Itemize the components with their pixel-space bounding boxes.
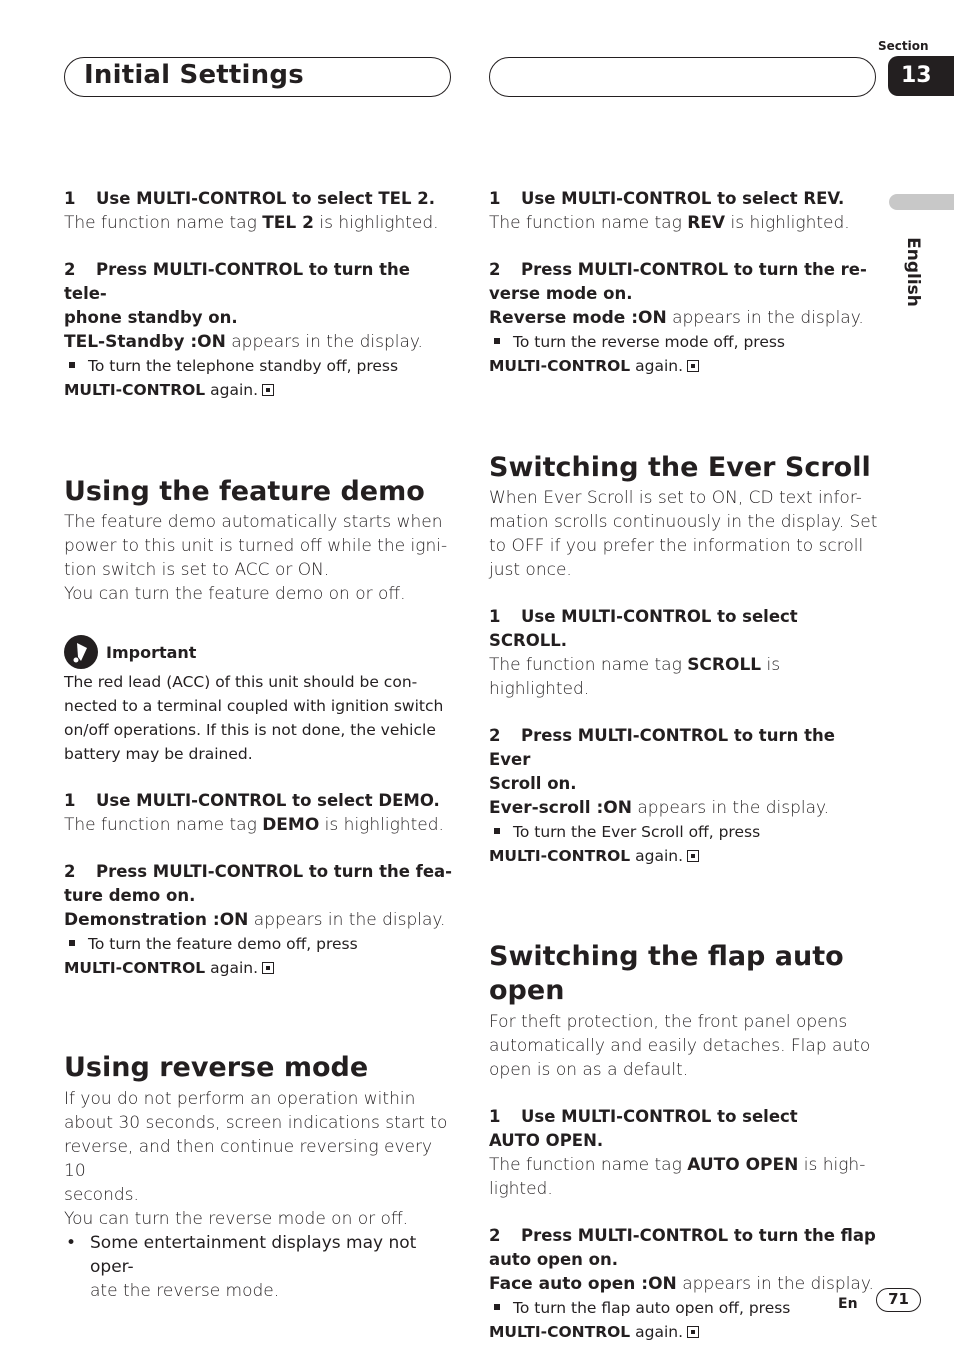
paragraph-line: If you do not perform an operation within (64, 1089, 416, 1109)
rev-note-cont: MULTI-CONTROL again. (489, 354, 881, 378)
paragraph-line: You can turn the reverse mode on or off. (64, 1209, 409, 1229)
demo-paragraph (64, 510, 456, 606)
paragraph-line: You can turn the feature demo on or off. (64, 584, 406, 604)
scroll-step-2-cont: Scroll on. (489, 774, 577, 793)
end-mark-icon (687, 850, 699, 862)
flap-step-1-cont: AUTO OPEN. (489, 1131, 604, 1150)
note-bullet-icon (494, 1304, 500, 1310)
section-number-badge: 13 (888, 56, 954, 96)
right-column (489, 187, 881, 1344)
end-mark-icon (262, 962, 274, 974)
flap-step-2-cont: auto open on. (489, 1250, 619, 1269)
page-number: 71 (876, 1288, 921, 1312)
page-title: Initial Settings (84, 60, 304, 90)
reverse-heading: Using reverse mode (64, 1052, 369, 1083)
scroll-step-2-display: Ever-scroll :ON appears in the display. (489, 798, 830, 818)
important-callout (64, 635, 456, 669)
tel-step-2-cont: phone standby on. (64, 308, 238, 327)
paragraph-line: automatically and easily detaches. Flap auto (489, 1036, 871, 1056)
scroll-step-2: 2 Press MULTI-CONTROL to turn the Ever (489, 726, 835, 769)
tel-step-2: 2 Press MULTI-CONTROL to turn the tele- (64, 260, 410, 303)
paragraph-line: seconds. (64, 1185, 139, 1205)
important-line: on/off operations. If this is not done, the vehicle (64, 721, 436, 739)
note-bullet-icon (494, 828, 500, 834)
rev-note: To turn the reverse mode off, press (489, 330, 881, 354)
scroll-paragraph (489, 486, 881, 582)
note-bullet-icon (494, 338, 500, 344)
tel-note-cont: MULTI-CONTROL again. (64, 378, 456, 402)
demo-note-cont: MULTI-CONTROL again. (64, 956, 456, 980)
tel-step-1-body: The function name tag TEL 2 is highlighted. (64, 213, 439, 233)
important-line: battery may be drained. (64, 745, 253, 763)
flap-paragraph (489, 1010, 881, 1082)
flap-step-1-body-cont: lighted. (489, 1179, 553, 1199)
scroll-heading: Switching the Ever Scroll (489, 452, 871, 483)
note-bullet-icon (69, 940, 75, 946)
reverse-paragraph (64, 1087, 456, 1231)
rev-step-1-body: The function name tag REV is highlighted. (489, 213, 850, 233)
rev-step-2: 2 Press MULTI-CONTROL to turn the re- (489, 260, 867, 279)
important-line: nected to a terminal coupled with ignition switch (64, 697, 444, 715)
demo-step-2-cont: ture demo on. (64, 886, 196, 905)
tel-step-1: 1 Use MULTI-CONTROL to select TEL 2. (64, 189, 435, 208)
note-bullet-icon (69, 362, 75, 368)
reverse-bullet (64, 1231, 456, 1303)
header-blank-frame (489, 57, 876, 97)
demo-heading: Using the feature demo (64, 476, 425, 507)
demo-step-2-display: Demonstration :ON appears in the display. (64, 910, 446, 930)
paragraph-line: open is on as a default. (489, 1060, 689, 1080)
demo-step-2: 2 Press MULTI-CONTROL to turn the fea- (64, 862, 452, 881)
flap-step-1: 1 Use MULTI-CONTROL to select (489, 1107, 798, 1126)
language-tab-marker (889, 194, 954, 210)
flap-step-2: 2 Press MULTI-CONTROL to turn the flap (489, 1226, 876, 1245)
footer-language: En (838, 1296, 858, 1312)
flap-note-cont: MULTI-CONTROL again. (489, 1320, 881, 1344)
bullet-item-cont: ate the reverse mode. (90, 1281, 280, 1301)
flap-note: To turn the flap auto open off, press (489, 1296, 881, 1320)
paragraph-line: just once. (489, 560, 572, 580)
paragraph-line: to OFF if you prefer the information to scroll (489, 536, 864, 556)
scroll-step-1: 1 Use MULTI-CONTROL to select SCROLL. (489, 607, 798, 650)
end-mark-icon (687, 360, 699, 372)
scroll-step-1-body: The function name tag SCROLL is highlighted. (489, 655, 781, 699)
bullet-item: • Some entertainment displays may not oper- (64, 1231, 456, 1279)
paragraph-line: The feature demo automatically starts when (64, 512, 443, 532)
flap-step-1-body: The function name tag AUTO OPEN is high- (489, 1155, 866, 1175)
scroll-note: To turn the Ever Scroll off, press (489, 820, 881, 844)
demo-step-1-body: The function name tag DEMO is highlighted. (64, 815, 444, 835)
tel-note: To turn the telephone standby off, press (64, 354, 456, 378)
demo-note: To turn the feature demo off, press (64, 932, 456, 956)
paragraph-line: about 30 seconds, screen indications start to (64, 1113, 448, 1133)
paragraph-line: power to this unit is turned off while the igni- (64, 536, 448, 556)
rev-step-1: 1 Use MULTI-CONTROL to select REV. (489, 189, 845, 208)
demo-step-1: 1 Use MULTI-CONTROL to select DEMO. (64, 791, 440, 810)
end-mark-icon (687, 1326, 699, 1338)
paragraph-line: reverse, and then continue reversing every 10 (64, 1137, 433, 1181)
important-label: Important (106, 642, 197, 662)
scroll-note-cont: MULTI-CONTROL again. (489, 844, 881, 868)
paragraph-line: tion switch is set to ACC or ON. (64, 560, 330, 580)
flap-step-2-display: Face auto open :ON appears in the display. (489, 1274, 874, 1294)
section-label: Section (878, 39, 929, 53)
important-text (64, 670, 456, 766)
flap-heading: Switching the flap auto open (489, 941, 844, 1006)
rev-step-2-display: Reverse mode :ON appears in the display. (489, 308, 864, 328)
rev-step-2-cont: verse mode on. (489, 284, 633, 303)
language-tab-label: English (903, 237, 923, 307)
left-column (64, 187, 456, 1303)
important-icon (64, 635, 98, 669)
important-line: The red lead (ACC) of this unit should be con- (64, 673, 418, 691)
paragraph-line: mation scrolls continuously in the display. Set (489, 512, 878, 532)
paragraph-line: For theft protection, the front panel opens (489, 1012, 848, 1032)
end-mark-icon (262, 384, 274, 396)
tel-step-2-display: TEL-Standby :ON appears in the display. (64, 332, 423, 352)
paragraph-line: When Ever Scroll is set to ON, CD text infor- (489, 488, 862, 508)
